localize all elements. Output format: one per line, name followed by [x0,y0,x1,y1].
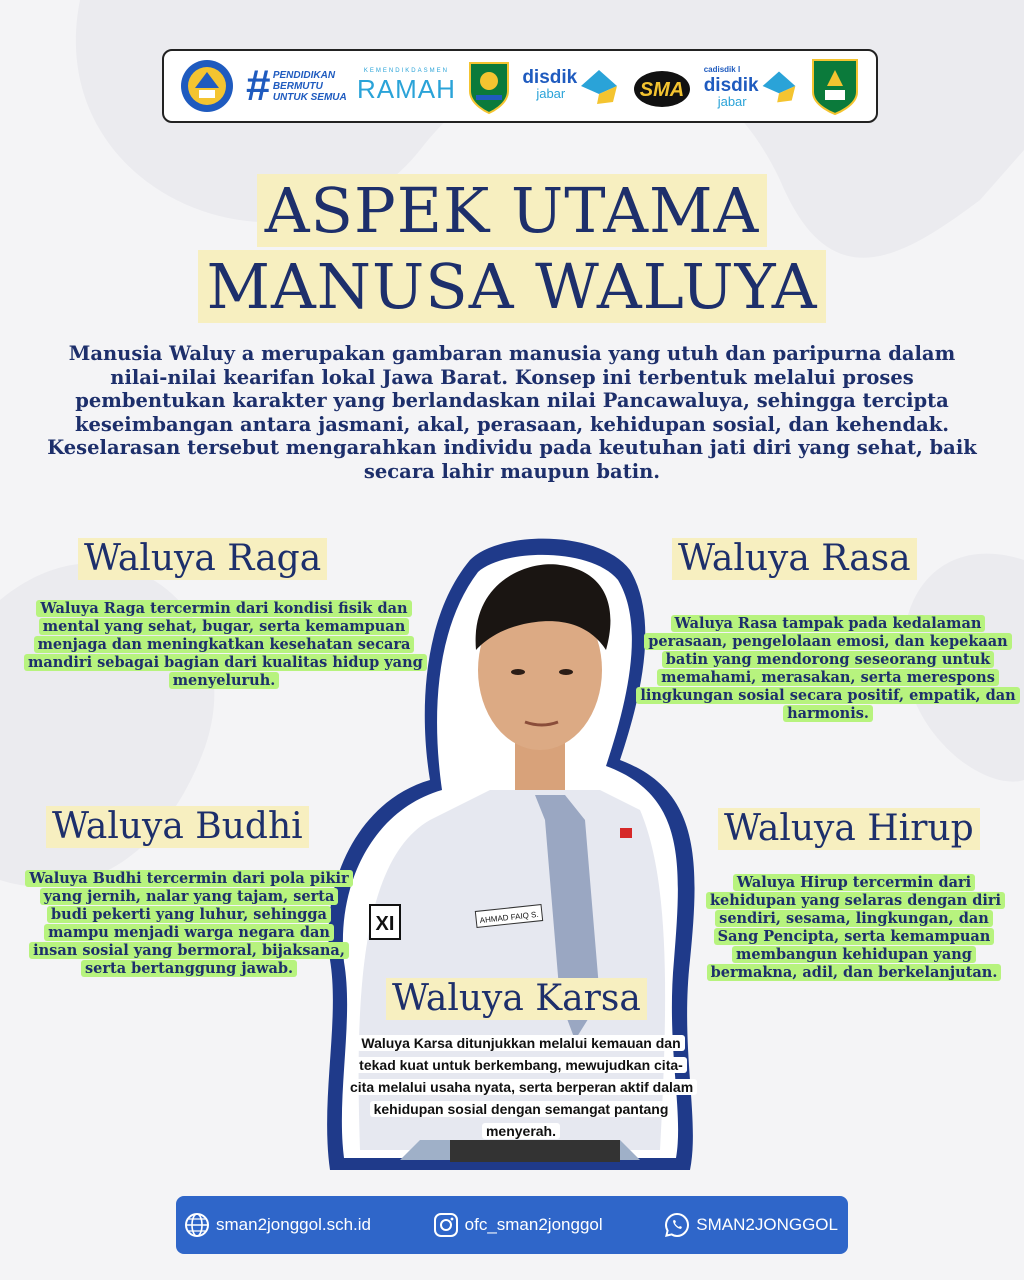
footer-website-text: sman2jonggol.sch.id [216,1215,371,1234]
sma-logo [631,61,693,111]
instagram-icon [433,1212,459,1238]
logo-text: disdik [703,75,759,96]
ramah-logo [357,68,456,105]
logo-text: KEMENDIKDASMEN [363,67,449,74]
heading-waluya-rasa: Waluya Rasa [672,538,917,580]
heading-waluya-hirup: Waluya Hirup [718,808,980,850]
disdik-jabar-logo [522,64,621,108]
desc-waluya-hirup: Waluya Hirup tercermin dari kehidupan yang selaras dengan diri sendiri, sesama, lingkungan, dan Sang Pencipta, serta kemampuan membangun kehidupan yang bermakna, adil, dan berkelanjutan. [706,874,1002,982]
logo-text: PENDIDIKAN [272,69,336,81]
footer-contact-bar [176,1196,848,1254]
school-emblem-logo [809,56,861,116]
footer-instagram-text: ofc_sman2jonggol [464,1215,603,1234]
logo-text: disdik [522,67,578,88]
globe-icon [184,1212,210,1238]
heading-waluya-raga: Waluya Raga [78,538,327,580]
logo-text: jabar [536,86,566,101]
footer-website[interactable] [184,1212,371,1238]
heading-waluya-karsa: Waluya Karsa [386,978,647,1020]
page-title-line-1: ASPEK UTAMA [0,174,1024,247]
footer-whatsapp-text: SMAN2JONGGOL [696,1215,838,1234]
jabar-emblem-logo [466,57,512,115]
logo-text: RAMAH [356,73,456,104]
desc-waluya-rasa: Waluya Rasa tampak pada kedalaman perasaan, pengelolaan emosi, dan kepekaan batin yang mendorong seseorang untuk memahami, merasakan, serta merespons lingkungan sosial secara positif, empatik, dan harmonis. [636,615,1020,723]
whatsapp-icon [664,1212,690,1238]
svg-text:XI: XI [375,913,395,935]
logo-text: BERMUTU [272,80,323,92]
desc-waluya-raga: Waluya Raga tercermin dari kondisi fisik dan mental yang sehat, bugar, serta kemampuan menjaga dan meningkatkan kesehatan secara mandiri sebagai bagian dari kualitas hidup yang menyeluruh. [24,600,424,690]
intro-paragraph: Manusia Waluy a merupakan gambaran manusia yang utuh dan paripurna dalam nilai-nilai kearifan lokal Jawa Barat. Konsep ini terbentuk melalui proses pembentukan karakter yang berlandaskan nilai Pancawaluya, sehingga tercipta keseimbangan antara jasmani, akal, perasaan, kehidupan sosial, dan kehendak. Keselarasan tersebut mengarahkan individu pada keutuhan jati diri yang sehat, baik secara lahir maupun batin. [47,342,977,483]
logo-text: UNTUK SEMUA [272,91,347,103]
logo-text: cadisdik I [703,65,741,74]
cadisdik-logo [704,62,799,110]
tut-wuri-logo [179,58,235,114]
heading-waluya-budhi: Waluya Budhi [46,806,309,848]
svg-text:AHMAD FAIQ S.: AHMAD FAIQ S. [479,909,540,926]
logo-text: jabar [717,94,747,109]
page-title-line-2: MANUSA WALUYA [0,250,1024,323]
logo-bar [162,49,878,123]
desc-waluya-karsa: Waluya Karsa ditunjukkan melalui kemauan dan tekad kuat untuk berkembang, mewujudkan cita-cita melalui usaha nyata, serta berperan aktif dalam kehidupan sosial dengan semangat pantang menyerah. [346,1032,696,1142]
pendidikan-bermutu-logo: # PENDIDIKAN BERMUTU UNTUK SEMUA [245,61,347,110]
svg-text:SMA: SMA [640,79,685,101]
desc-waluya-budhi: Waluya Budhi tercermin dari pola pikir yang jernih, nalar yang tajam, serta budi pekerti yang luhur, sehingga mampu menjadi warga negara dan insan sosial yang bermoral, bijaksana, serta bertanggung jawab. [24,870,354,978]
footer-instagram[interactable] [433,1212,603,1238]
footer-whatsapp[interactable] [664,1212,838,1238]
